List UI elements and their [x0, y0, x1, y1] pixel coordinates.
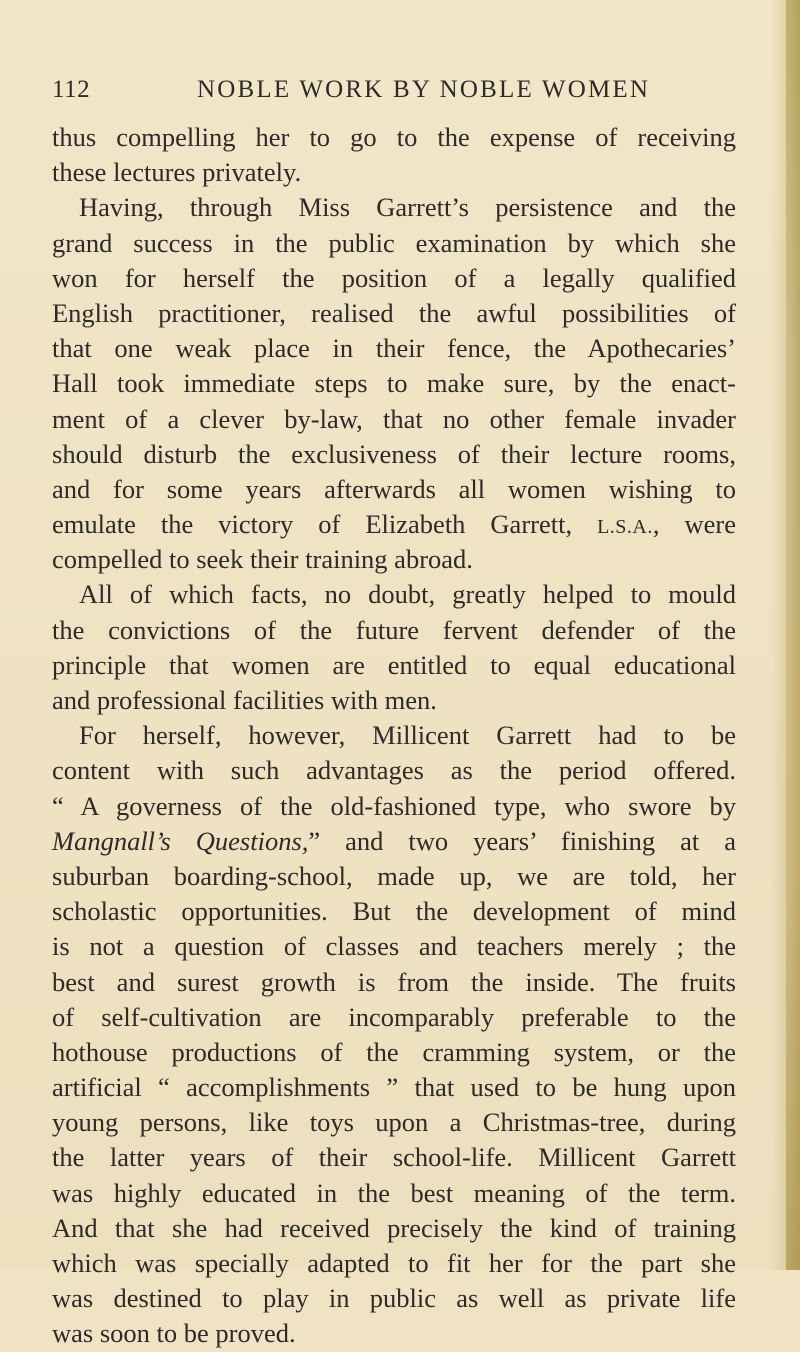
text-line: of self-cultivation are incomparably preferable to the [52, 1001, 736, 1032]
text-line: and professional facilities with men. [52, 685, 437, 715]
text-fragment: emulate the victory of Elizabeth Garrett, [52, 509, 598, 540]
page-number: 112 [52, 76, 91, 103]
text-line: principle that women are entitled to equal educational [52, 649, 736, 680]
text-line: these lectures privately. [52, 157, 302, 188]
text-line: which was specially adapted to fit her for the part she [52, 1248, 736, 1278]
text-line: is not a question of classes and teachers merely ; the [52, 931, 736, 962]
text-line: thus compelling her to go to the expense of receiving [52, 122, 736, 152]
text-line: suburban boarding-school, made up, we are told, her [52, 860, 736, 891]
text-line: content with such advantages as the period offered. [52, 755, 736, 786]
text-line: was highly educated in the best meaning of the term. [52, 1177, 736, 1208]
text-line: And that she had received precisely the kind of training [52, 1212, 736, 1243]
text-line: was destined to play in public as well as private life [52, 1283, 736, 1314]
running-title: NOBLE WORK BY NOBLE WOMEN [197, 76, 651, 103]
text-fragment: ” and two years’ finishing at a [308, 825, 736, 856]
page-edge-stain [786, 0, 800, 1270]
text-line: Having, through Miss Garrett’s persistence and the [79, 192, 736, 223]
text-line: young persons, like toys upon a Christmas-tree, during [52, 1107, 736, 1138]
book-title: Mangnall’s Questions, [52, 825, 309, 856]
text-line: hothouse productions of the cramming system, or the [52, 1036, 736, 1067]
text-line: the latter years of their school-life. Millicent Garrett [52, 1142, 736, 1173]
text-line: artificial “ accomplishments ” that used to be hung upon [52, 1072, 736, 1103]
text-line: All of which facts, no doubt, greatly helped to mould [79, 579, 736, 610]
text-line [52, 507, 736, 542]
text-line [52, 824, 736, 859]
degree-abbreviation: L.S.A. [597, 516, 653, 539]
text-line: English practitioner, realised the awful possibilities of [52, 297, 736, 328]
text-line: Hall took immediate steps to make sure, by the enact- [52, 368, 736, 399]
text-line: grand success in the public examination by which she [52, 227, 736, 258]
text-line: “ A governess of the old-fashioned type, who swore by [52, 790, 736, 821]
text-line: the convictions of the future fervent defender of the [52, 614, 736, 645]
text-line: that one weak place in their fence, the Apothecaries’ [52, 333, 736, 364]
page-header [52, 76, 772, 116]
text-fragment: , were [652, 509, 736, 540]
text-line: won for herself the position of a legally qualified [52, 262, 736, 293]
body-text [52, 120, 736, 1352]
text-line: best and surest growth is from the inside. The fruits [52, 966, 736, 997]
text-line: should disturb the exclusiveness of their lecture rooms, [52, 438, 736, 469]
text-line: ment of a clever by-law, that no other female invader [52, 403, 736, 434]
text-line: was soon to be proved. [52, 1318, 296, 1349]
text-line: and for some years afterwards all women wishing to [52, 473, 736, 504]
text-line: compelled to seek their training abroad. [52, 544, 473, 575]
text-line: For herself, however, Millicent Garrett had to be [79, 720, 736, 751]
text-line: scholastic opportunities. But the development of mind [52, 896, 736, 927]
